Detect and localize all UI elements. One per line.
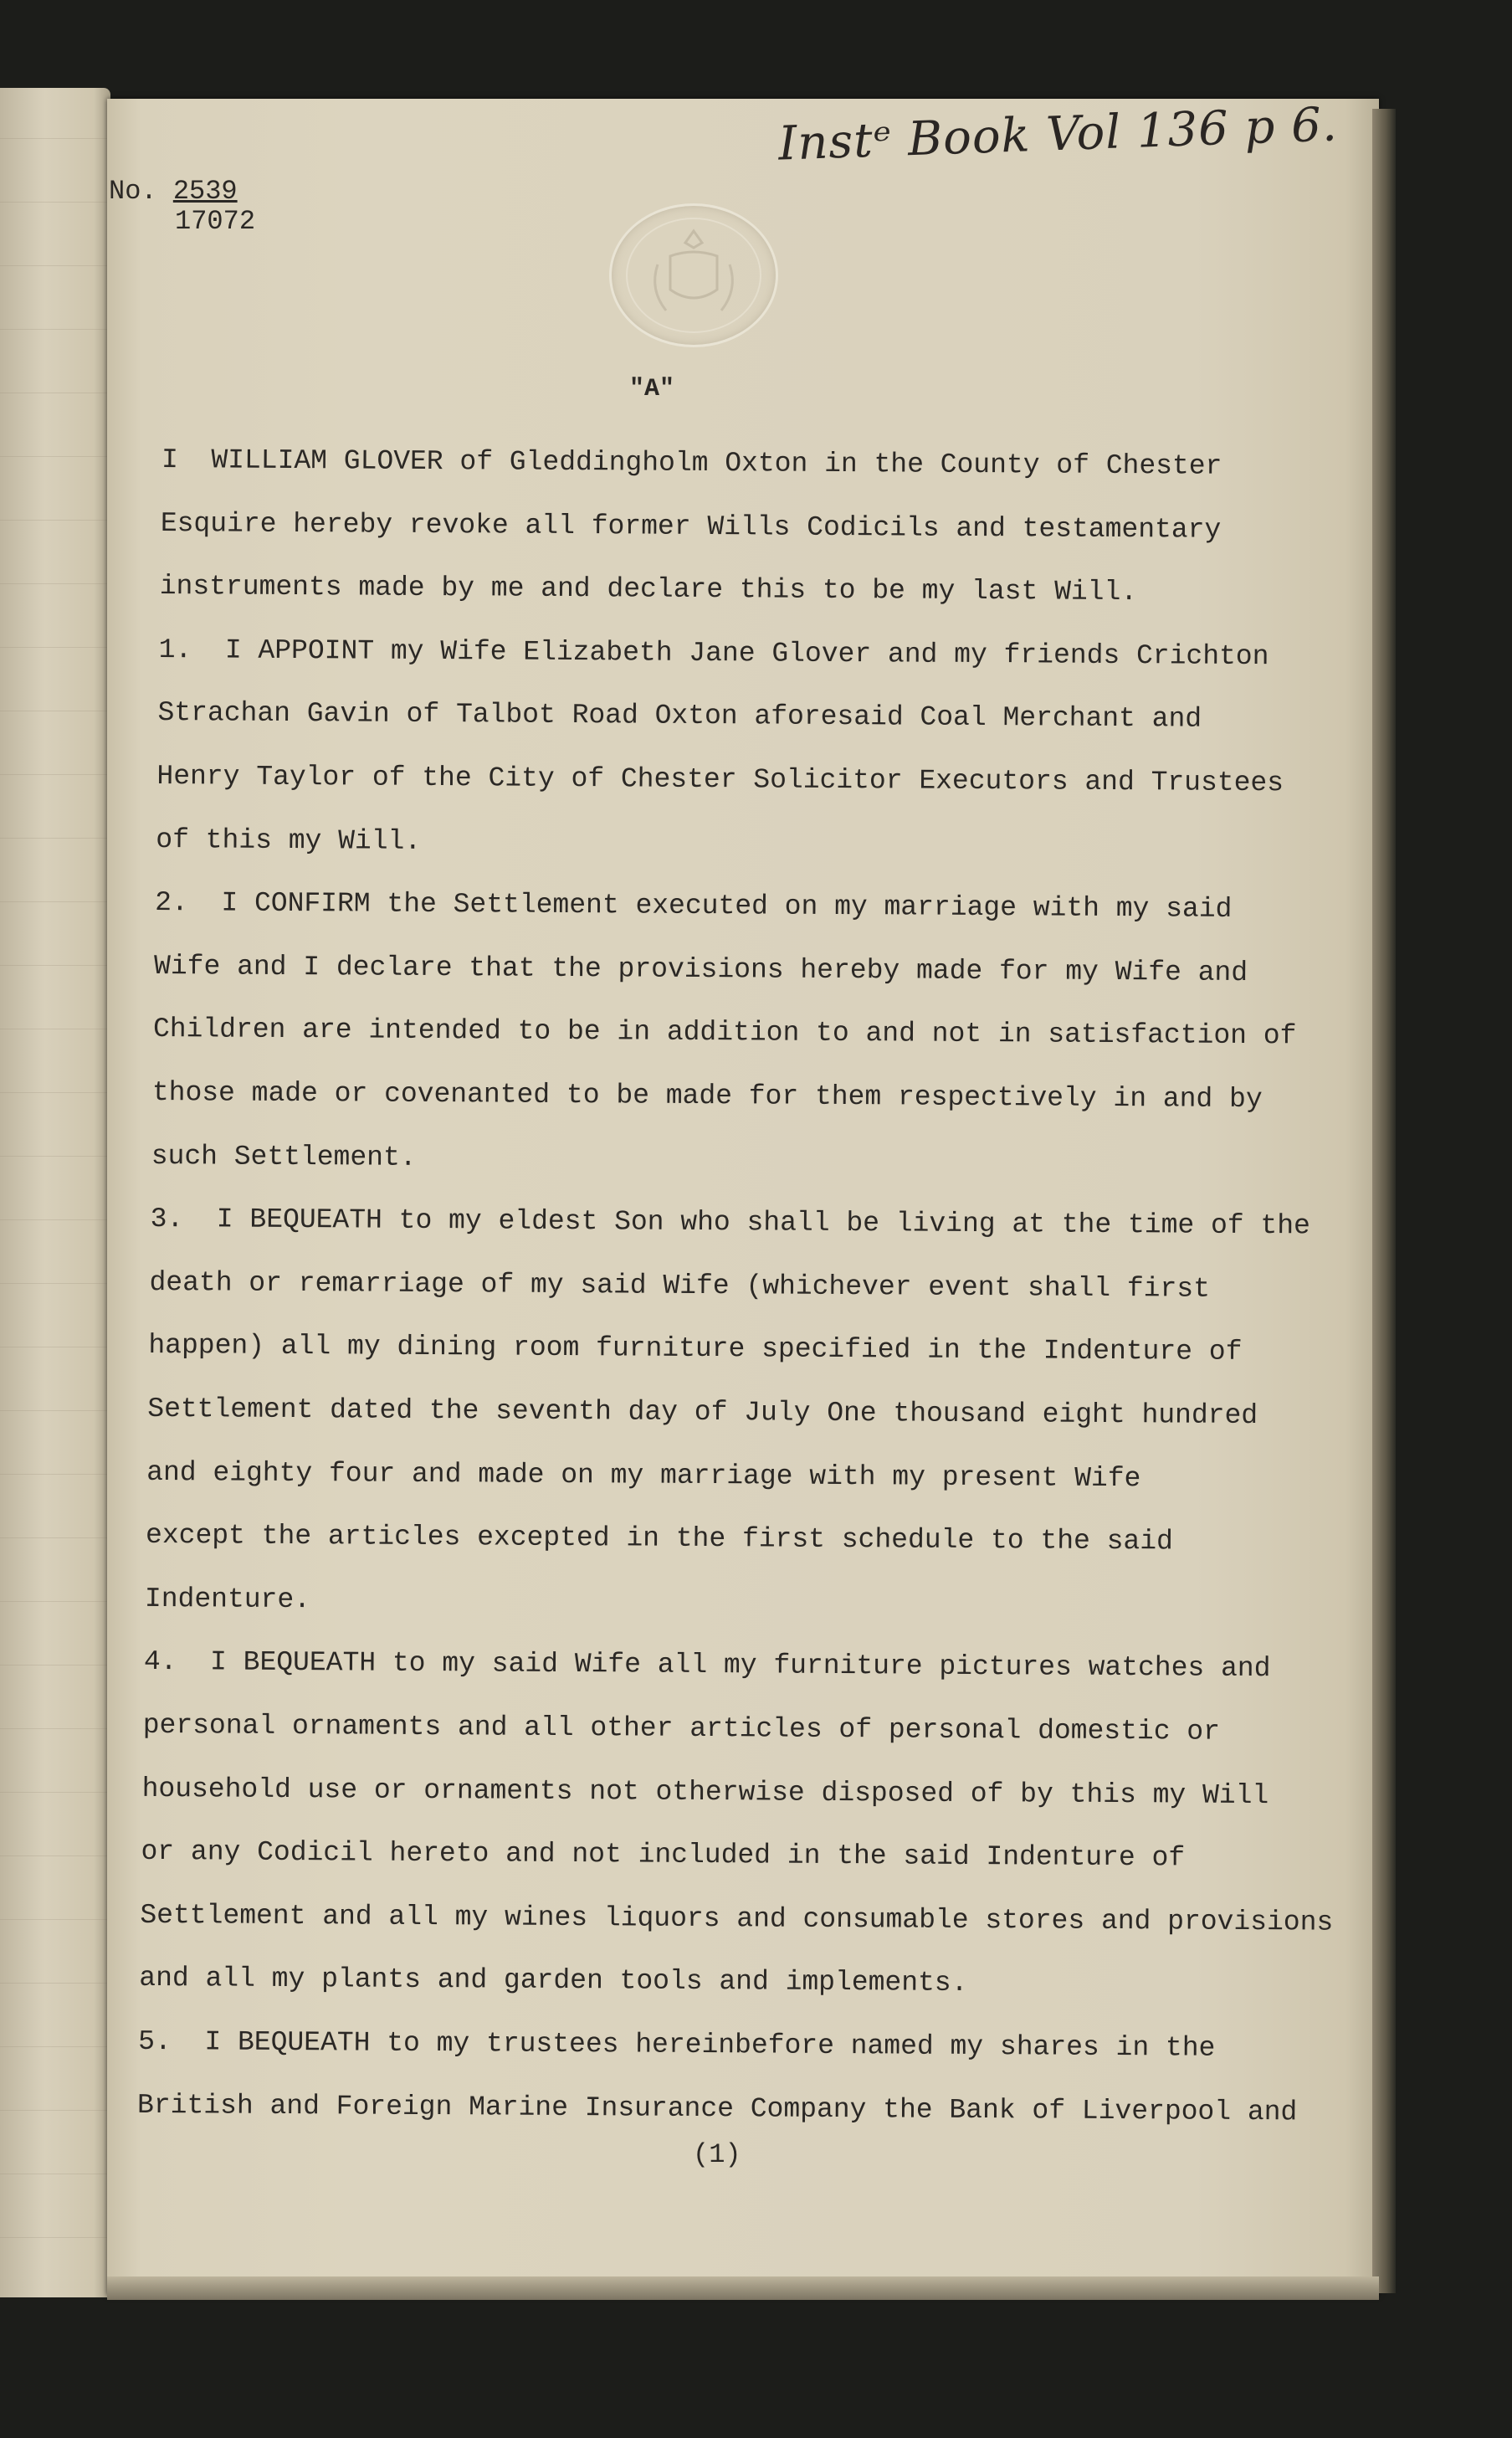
text-line: Settlement and all my wines liquors and consumable stores and provisions (140, 1899, 1334, 1938)
file-number-value: 2539 (172, 176, 238, 207)
text-line: such Settlement. (151, 1140, 417, 1173)
text-line: happen) all my dining room furniture specified in the Indenture of (148, 1330, 1243, 1368)
section-heading: "A" (629, 375, 675, 403)
text-line: except the articles excepted in the first schedule to the said (145, 1520, 1173, 1558)
text-line: 1. I APPOINT my Wife Elizabeth Jane Glover and my friends Crichton (158, 634, 1269, 672)
text-line: Children are intended to be in addition to and not in satisfaction of (152, 1014, 1297, 1052)
text-line: 4. I BEQUEATH to my said Wife all my furniture pictures watches and (143, 1646, 1271, 1685)
file-number-label: No. (109, 176, 157, 207)
text-line: and eighty four and made on my marriage with my present Wife (146, 1456, 1141, 1494)
text-line: personal ornaments and all other articles of personal domestic or (142, 1709, 1221, 1748)
text-line: British and Foreign Marine Insurance Company the Bank of Liverpool and (136, 2089, 1298, 2127)
text-line: I WILLIAM GLOVER of Gleddingholm Oxton in the County of Chester (161, 444, 1222, 482)
text-line: of this my Will. (156, 824, 422, 857)
text-line: Strachan Gavin of Talbot Road Oxton aforesaid Coal Merchant and (157, 697, 1202, 736)
handwritten-annotation: Instᵉ Book Vol 136 p 6. (777, 97, 1339, 172)
text-line: or any Codicil hereto and not included in the said Indenture of (141, 1836, 1186, 1874)
file-sub-number: 17072 (175, 206, 256, 237)
text-line: Henry Taylor of the City of Chester Solicitor Executors and Trustees (156, 760, 1284, 799)
text-line: those made or covenanted to be made for them respectively in and by (151, 1076, 1263, 1116)
text-line: household use or ornaments not otherwise disposed of by this my Will (141, 1773, 1269, 1811)
text-line: Indenture. (144, 1583, 311, 1615)
text-line: 3. I BEQUEATH to my eldest Son who shall be living at the time of the (150, 1204, 1310, 1242)
text-line: instruments made by me and declare this to be my last Will. (159, 571, 1138, 608)
text-line: 5. I BEQUEATH to my trustees hereinbefore named my shares in the (138, 2025, 1216, 2064)
text-line: death or remarriage of my said Wife (whichever event shall first (149, 1266, 1211, 1305)
text-line: and all my plants and garden tools and implements. (139, 1963, 968, 1999)
text-line: Settlement dated the seventh day of July One thousand eight hundred (147, 1393, 1258, 1432)
page-number: (1) (693, 2139, 741, 2170)
text-line: Esquire hereby revoke all former Wills Codicils and testamentary (160, 507, 1222, 546)
text-line: Wife and I declare that the provisions hereby made for my Wife and (153, 950, 1248, 988)
text-line: 2. I CONFIRM the Settlement executed on my marriage with my said (155, 887, 1233, 926)
